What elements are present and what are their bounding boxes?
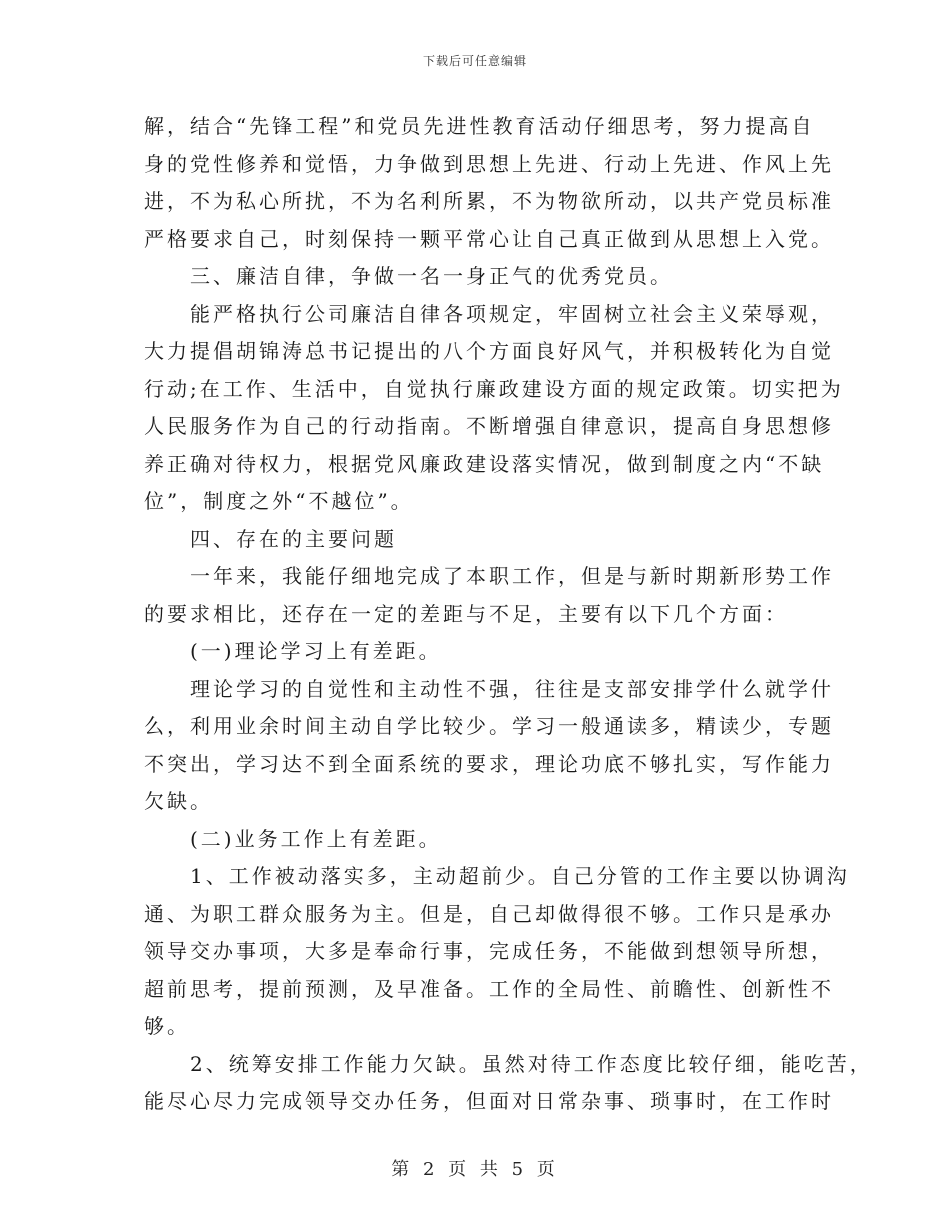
text-line: 通、为职工群众服务为主。但是，自己却做得很不够。工作只是承办: [144, 901, 834, 926]
text-line: 解，结合“先锋工程”和党员先进性教育活动仔细思考，努力提高自: [144, 114, 815, 138]
section-heading: 三、廉洁自律，争做一名一身正气的优秀党员。: [144, 264, 673, 288]
text-line: 超前思考，提前预测，及早准备。工作的全局性、前瞻性、创新性不: [144, 976, 834, 1001]
text-line: 1、工作被动落实多，主动超前少。自己分管的工作主要以协调沟: [144, 864, 850, 888]
text-line: 一年来，我能仔细地完成了本职工作，但是与新时期新形势工作: [144, 564, 834, 588]
text-line: 的要求相比，还存在一定的差距与不足，主要有以下几个方面：: [144, 601, 788, 626]
text-line: 位”，制度之外“不越位”。: [144, 489, 414, 513]
text-line: 欠缺。: [144, 789, 213, 813]
text-line: 理论学习的自觉性和主动性不强，往往是支部安排学什么就学什: [144, 676, 834, 701]
text-line: 够。: [144, 1014, 190, 1038]
subsection-heading: (二)业务工作上有差距。: [144, 826, 442, 851]
page-number-footer: 第 2 页 共 5 页: [391, 1159, 559, 1180]
text-line: 进，不为私心所扰，不为名利所累，不为物欲所动，以共产党员标准: [144, 189, 834, 213]
text-line: 人民服务作为自己的行动指南。不断增强自律意识，提高自身思想修: [144, 414, 834, 438]
text-line: 领导交办事项，大多是奉命行事，完成任务，不能做到想领导所想，: [144, 939, 834, 963]
text-line: 么，利用业余时间主动自学比较少。学习一般通读多，精读少，专题: [144, 714, 834, 738]
text-line: 行动;在工作、生活中，自觉执行廉政建设方面的规定政策。切实把为: [144, 376, 844, 401]
text-line: 严格要求自己，时刻保持一颗平常心让自己真正做到从思想上入党。: [144, 226, 834, 251]
text-line: 身的党性修养和觉悟，力争做到思想上先进、行动上先进、作风上先: [144, 151, 834, 176]
text-line: 2、统筹安排工作能力欠缺。虽然对待工作态度比较仔细，能吃苦，: [144, 1051, 873, 1076]
text-line: 能尽心尽力完成领导交办任务，但面对日常杂事、琐事时，在工作时: [144, 1089, 834, 1113]
text-line: 不突出，学习达不到全面系统的要求，理论功底不够扎实，写作能力: [144, 751, 834, 776]
text-line: 大力提倡胡锦涛总书记提出的八个方面良好风气，并积极转化为自觉: [144, 339, 834, 363]
subsection-heading: (一)理论学习上有差距。: [144, 639, 442, 663]
body-text: [144, 108, 873, 1121]
text-line: 能严格执行公司廉洁自律各项规定，牢固树立社会主义荣辱观，: [144, 301, 834, 326]
text-line: 养正确对待权力，根据党风廉政建设落实情况，做到制度之内“不缺: [144, 451, 825, 476]
header-note: 下载后可任意编辑: [422, 54, 527, 68]
section-heading: 四、存在的主要问题: [144, 526, 397, 551]
